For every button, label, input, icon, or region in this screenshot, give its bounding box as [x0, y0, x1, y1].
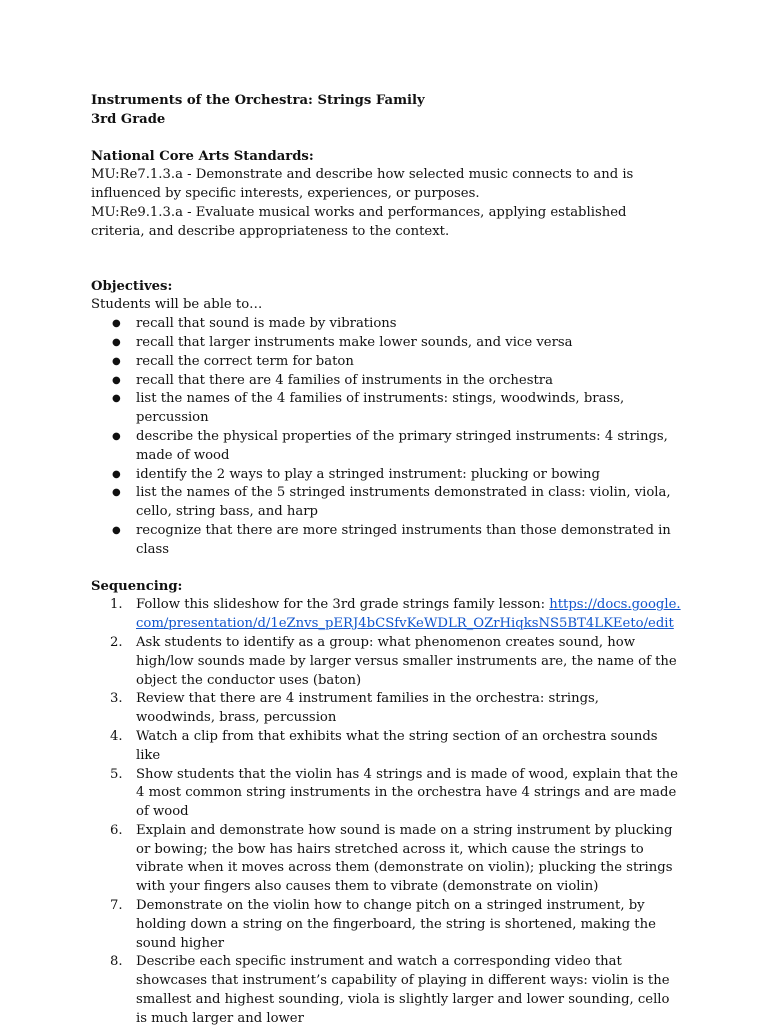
step-text: Explain and demonstrate how sound is made on a string instrument by plucking or bowing; the bow has hairs stretched across it, which cause the strings to vibrate when it moves across them (demonstrate on violin); plucking the strings with your fingers also causes them to vibrate (demonstrate on violin): [136, 822, 673, 895]
objective-item: ● recognize that there are more stringed instruments than those demonstrated in class: [91, 522, 681, 560]
sequencing-step: [91, 690, 681, 728]
sequencing-step: [91, 953, 681, 1028]
step-text: Ask students to identify as a group: what phenomenon creates sound, how high/low sounds made by larger versus smaller instruments are, the name of the object the conductor uses (baton): [136, 634, 677, 688]
step-number: 4.: [110, 728, 123, 744]
step-text: Watch a clip from that exhibits what the string section of an orchestra sounds like: [136, 728, 658, 763]
step-text: Describe each specific instrument and watch a corresponding video that showcases that instrument’s capability of playing in different ways: violin is the smallest and highest sounding, viola is slightly larger and lower sounding, cello is much larger and lower: [136, 954, 670, 1026]
slideshow-link[interactable]: https://docs.google.com/presentation/d/1eZnvs_pERJ4bCSfvKeWDLR_OZrHiqksNS5BT4LKEeto/edit: [136, 597, 681, 632]
objectives-heading: Objectives:: [91, 278, 173, 294]
objective-item: ● describe the physical properties of the primary stringed instruments: 4 strings, made of wood: [91, 428, 681, 466]
step-text: Demonstrate on the violin how to change pitch on a stringed instrument, by holding down a string on the fingerboard, the string is shortened, making the sound higher: [136, 898, 656, 951]
step-number: 3.: [110, 691, 123, 707]
sequencing-step: [91, 634, 681, 690]
standards-section: [91, 148, 681, 242]
objective-item: ● identify the 2 ways to play a stringed instrument: plucking or bowing: [91, 466, 681, 485]
title-block: [91, 92, 681, 130]
step-number: 8.: [110, 954, 123, 970]
standards-heading: National Core Arts Standards:: [91, 148, 314, 164]
step-number: 5.: [110, 766, 123, 782]
document-body: [91, 92, 681, 1029]
objective-item: ● recall that there are 4 families of instruments in the orchestra: [91, 372, 681, 391]
step-text: Review that there are 4 instrument families in the orchestra: strings, woodwinds, brass, percussion: [136, 691, 599, 726]
step-number: 1.: [110, 597, 123, 613]
objectives-intro: Students will be able to…: [91, 297, 263, 313]
step-number: 2.: [110, 634, 123, 650]
lesson-title: Instruments of the Orchestra: Strings Family: [91, 93, 425, 108]
objectives-list: [91, 315, 681, 559]
objective-item: ● list the names of the 4 families of instruments: stings, woodwinds, brass, percussion: [91, 390, 681, 428]
sequencing-step: [91, 822, 681, 897]
objective-item: ● recall that larger instruments make lower sounds, and vice versa: [91, 334, 681, 353]
standard-item: MU:Re7.1.3.a - Demonstrate and describe how selected music connects to and is influenced by specific interests, experiences, or purposes.: [91, 167, 634, 202]
sequencing-section: [91, 578, 681, 1029]
step-text: Follow this slideshow for the 3rd grade strings family lesson:: [136, 597, 546, 613]
sequencing-step: [91, 728, 681, 766]
grade-level: 3rd Grade: [91, 111, 166, 127]
objective-item: ● list the names of the 5 stringed instruments demonstrated in class: violin, viola, cello, string bass, and harp: [91, 484, 681, 522]
step-number: 7.: [110, 898, 123, 914]
sequencing-step: [91, 766, 681, 822]
step-number: 6.: [110, 822, 123, 838]
step-text: Show students that the violin has 4 strings and is made of wood, explain that the 4 most common string instruments in the orchestra have 4 strings and are made of wood: [136, 766, 678, 820]
objective-item: ● recall that sound is made by vibrations: [91, 315, 681, 334]
sequencing-heading: Sequencing:: [91, 578, 183, 594]
sequencing-step: [91, 596, 681, 634]
objective-item: ● recall the correct term for baton: [91, 353, 681, 372]
sequencing-list: [91, 596, 681, 1028]
sequencing-step: [91, 897, 681, 953]
objectives-section: [91, 278, 681, 560]
standard-item: MU:Re9.1.3.a - Evaluate musical works and performances, applying established criteria, and describe appropriateness to the context.: [91, 204, 627, 239]
